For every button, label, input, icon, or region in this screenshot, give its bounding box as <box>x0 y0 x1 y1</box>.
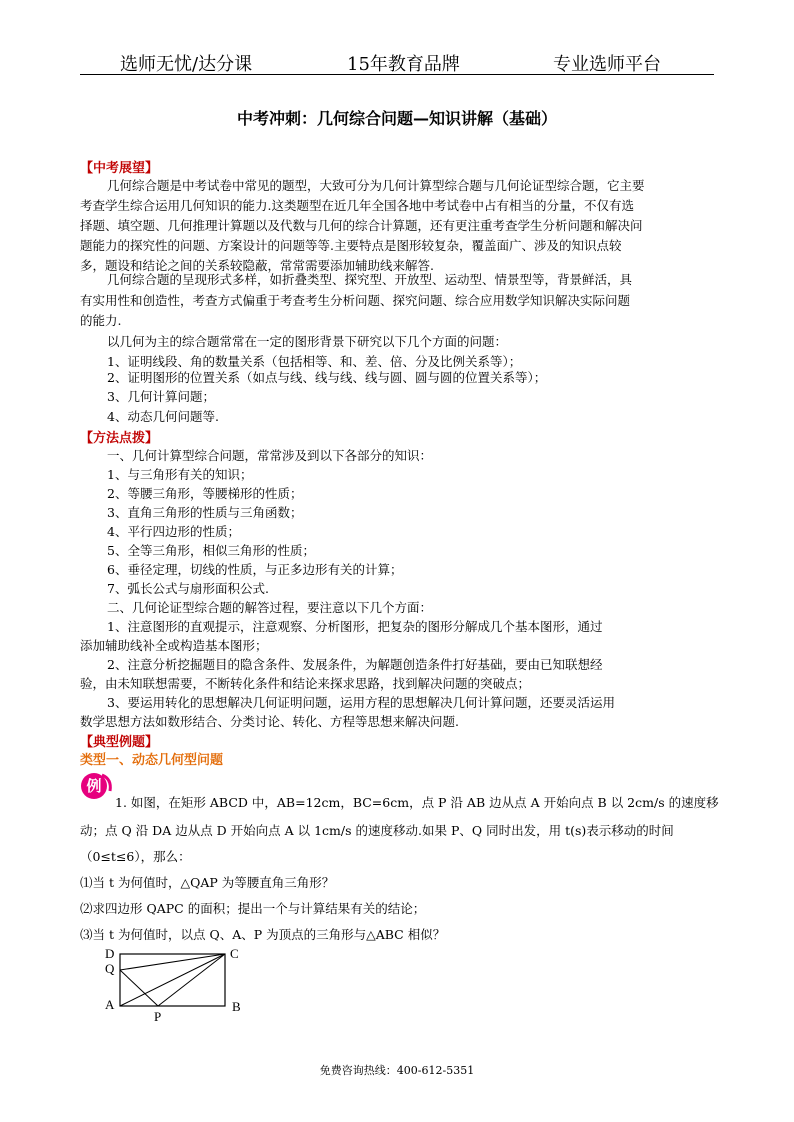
label-p: P <box>154 1009 162 1024</box>
badge-glyph: 例 <box>86 777 102 795</box>
outlook-line: 3、几何计算问题； <box>107 389 215 404</box>
outlook-line: 几何综合题的呈现形式多样，如折叠类型、探究型、开放型、运动型、情景型等，背景鲜活，具 <box>107 272 633 287</box>
method-line: 验，由未知联想需要，不断转化条件和结论来探求思路，找到解决问题的突破点； <box>80 676 531 691</box>
section-methods: 【方法点拨】 <box>80 431 159 446</box>
outlook-line: 4、动态几何问题等. <box>107 409 219 424</box>
label-b: B <box>232 999 241 1014</box>
method-line: 7、弧长公式与扇形面积公式. <box>107 581 269 596</box>
method-line: 添加辅助线补全或构造基本图形； <box>80 638 268 653</box>
outlook-line: 择题、填空题、几何推理计算题以及代数与几何的综合计算题，还有更注重考查学生分析问题和解决问 <box>80 218 643 233</box>
outlook-line: 几何综合题是中考试卷中常见的题型，大致可分为几何计算型综合题与几何论证型综合题，它主要 <box>107 178 645 193</box>
example-line: （0≤t≤6），那么： <box>80 849 191 864</box>
outlook-line: 多，题设和结论之间的关系较隐蔽，常常需要添加辅助线来解答. <box>80 258 434 273</box>
label-d: D <box>105 946 115 961</box>
example-line: ⑶当 t 为何值时，以点 Q、A、P 为顶点的三角形与△ABC 相似？ <box>80 927 446 942</box>
header-center: 15年教育品牌 <box>347 54 460 75</box>
example-line: 1. 如图，在矩形 ABCD 中，AB=12cm，BC=6cm，点 P 沿 AB 边从点 A 开始向点 B 以 2cm/s 的速度移 <box>115 795 719 810</box>
section-outlook: 【中考展望】 <box>80 161 159 176</box>
method-line: 1、与三角形有关的知识； <box>107 467 253 482</box>
method-line: 二、几何论证型综合题的解答过程，要注意以下几个方面： <box>107 600 433 615</box>
method-line: 3、直角三角形的性质与三角函数； <box>107 505 303 520</box>
method-line: 5、全等三角形，相似三角形的性质； <box>107 543 315 558</box>
type-title: 类型一、动态几何型问题 <box>80 753 224 768</box>
method-line: 3、要运用转化的思想解决几何证明问题，运用方程的思想解决几何计算问题，还要灵活运用 <box>107 695 615 710</box>
example-line: 动；点 Q 沿 DA 边从点 D 开始向点 A 以 1cm/s 的速度移动.如果 P、Q 同时出发，用 t(s)表示移动的时间 <box>80 823 674 838</box>
method-line: 2、注意分析挖掘题目的隐含条件、发展条件，为解题创造条件打好基础，要由已知联想经 <box>107 657 603 672</box>
method-line: 一、几何计算型综合问题，常常涉及到以下各部分的知识： <box>107 448 433 463</box>
example-line: ⑵求四边形 QAPC 的面积；提出一个与计算结果有关的结论； <box>80 901 426 916</box>
page-header <box>80 44 714 75</box>
outlook-line: 以几何为主的综合题常常在一定的图形背景下研究以下几个方面的问题： <box>107 334 508 349</box>
rectangle-figure <box>96 940 256 1029</box>
page-title: 中考冲刺：几何综合问题—知识讲解（基础） <box>236 109 557 128</box>
method-line: 6、垂径定理，切线的性质，与正多边形有关的计算； <box>107 562 403 577</box>
header-left: 选师无忧/达分课 <box>120 54 253 75</box>
example-badge <box>80 771 114 801</box>
outlook-line: 题能力的探究性的问题、方案设计的问题等等.主要特点是图形较复杂，覆盖面广、涉及的知识点较 <box>80 238 622 253</box>
outlook-line: 有实用性和创造性，考查方式偏重于考查考生分析问题、探究问题、综合应用数学知识解决实际问题 <box>80 293 631 308</box>
segment-pc <box>158 954 225 1006</box>
outlook-line: 1、证明线段、角的数量关系（包括相等、和、差、倍、分及比例关系等）； <box>107 354 522 369</box>
outlook-line: 2、证明图形的位置关系（如点与线、线与线、线与圆、圆与圆的位置关系等）； <box>107 370 547 385</box>
label-a: A <box>105 997 115 1012</box>
method-line: 数学思想方法如数形结合、分类讨论、转化、方程等思想来解决问题. <box>80 714 459 729</box>
label-c: C <box>230 946 239 961</box>
label-q: Q <box>105 961 115 976</box>
example-line: ⑴当 t 为何值时，△QAP 为等腰直角三角形？ <box>80 875 335 890</box>
method-line: 2、等腰三角形，等腰梯形的性质； <box>107 486 303 501</box>
method-line: 4、平行四边形的性质； <box>107 524 240 539</box>
segment-qp <box>120 970 158 1006</box>
header-right: 专业选师平台 <box>553 54 661 75</box>
section-examples: 【典型例题】 <box>80 735 159 750</box>
outlook-line: 的能力. <box>80 313 122 328</box>
method-line: 1、注意图形的直观提示，注意观察、分析图形，把复杂的图形分解成几个基本图形，通过 <box>107 619 603 634</box>
page-footer: 免费咨询热线：400-612-5351 <box>319 1064 475 1077</box>
outlook-line: 考查学生综合运用几何知识的能力.这类题型在近几年全国各地中考试卷中占有相当的分量，不仅有选 <box>80 198 634 213</box>
